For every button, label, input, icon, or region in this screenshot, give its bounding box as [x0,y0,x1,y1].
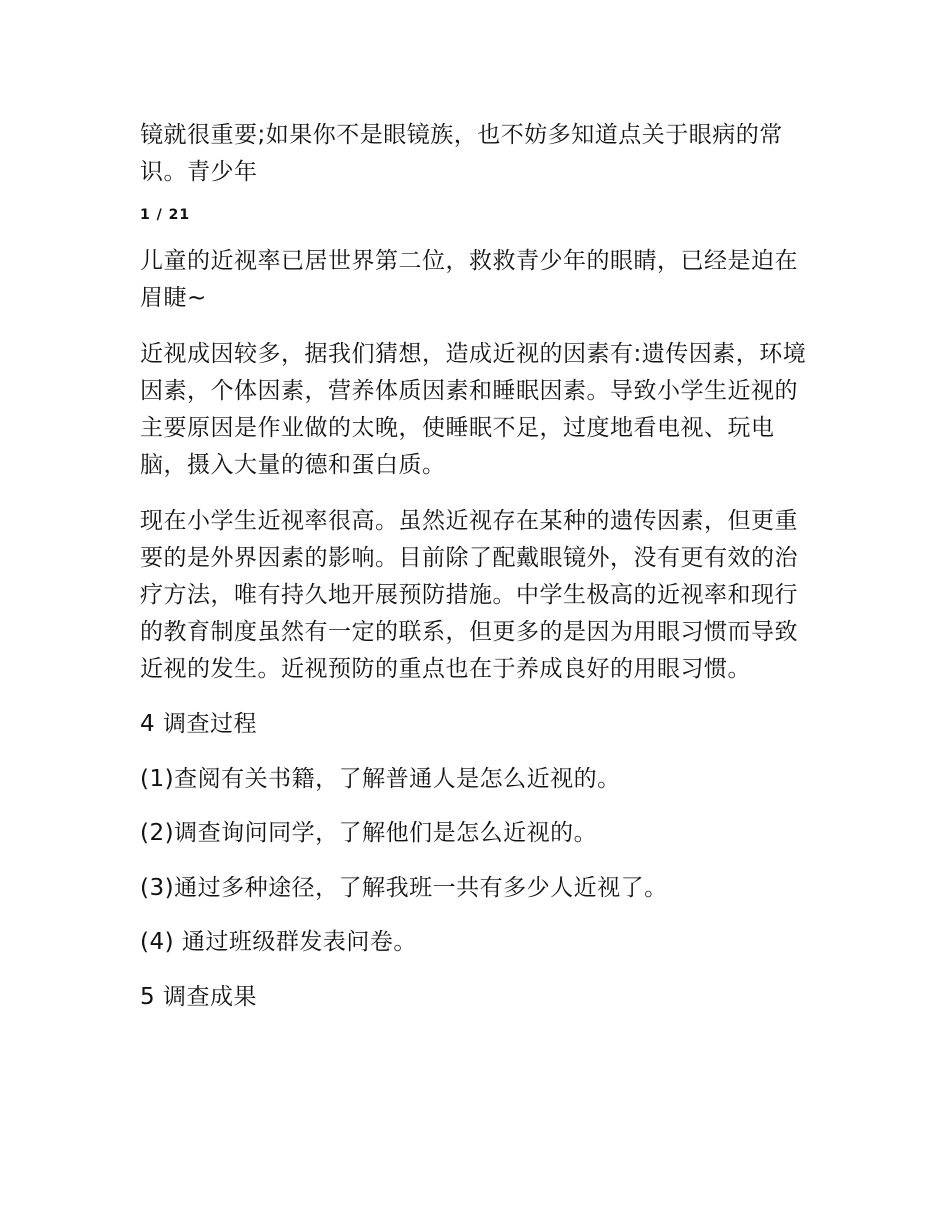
list-item: (1)查阅有关书籍，了解普通人是怎么近视的。 [140,766,621,792]
page-number: 1 / 21 [140,207,191,223]
paragraph-causes: 近视成因较多，据我们猜想，造成近视的因素有:遗传因素，环境因素，个体因素，营养体质因素和睡眠因素。导致小学生近视的主要原因是作业做的太晚，使睡眠不足，过度地看电视、玩电脑，摄入大量的德和蛋白质。 [140,341,807,478]
document-page [140,117,820,1016]
list-item: (3)通过多种途径，了解我班一共有多少人近视了。 [140,875,668,901]
paragraph-children-myopia: 儿童的近视率已居世界第二位，救救青少年的眼睛，已经是迫在眉睫~ [140,248,798,311]
section-heading-results: 5 调查成果 [140,984,257,1010]
list-item: (2)调查询问同学，了解他们是怎么近视的。 [140,820,598,846]
paragraph-intro: 镜就很重要;如果你不是眼镜族，也不妨多知道点关于眼病的常识。青少年 [140,122,783,185]
section-heading-process: 4 调查过程 [140,711,257,737]
list-item: (4) 通过班级群发表问卷。 [140,929,417,955]
paragraph-current-situation: 现在小学生近视率很高。虽然近视存在某种的遗传因素，但更重要的是外界因素的影响。目前除了配戴眼镜外，没有更有效的治疗方法，唯有持久地开展预防措施。中学生极高的近视率和现行的教育制度虽然有一定的联系，但更多的是因为用眼习惯而导致近视的发生。近视预防的重点也在于养成良好的用眼习惯。 [140,508,798,682]
